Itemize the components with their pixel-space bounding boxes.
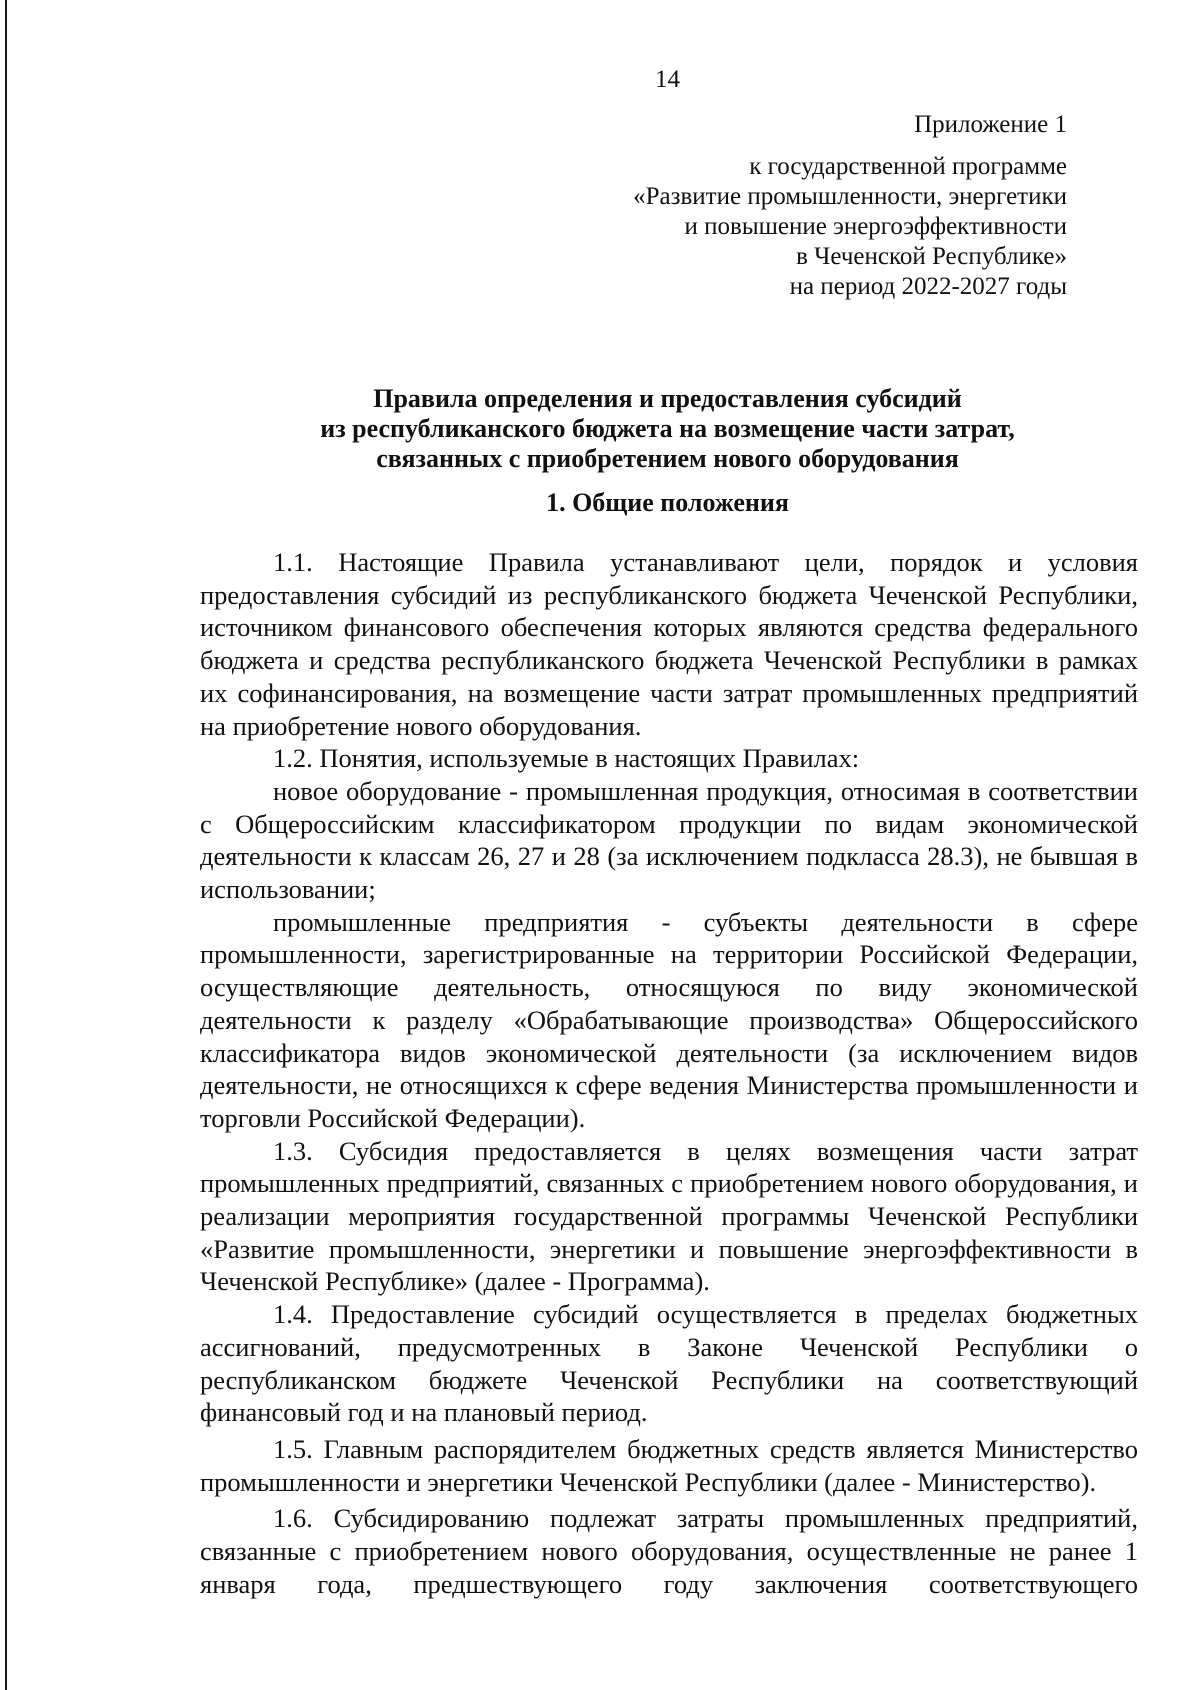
definition-new-equipment: новое оборудование - промышленная продукция, относимая в соответствии с Общероссийским классификатором продукции по видам экономической деятельности к классам 26, 27 и 28 (за исключением подкласса 28.3), не бывшая в использовании;: [200, 775, 1138, 905]
appendix-line: к государственной программе: [749, 153, 1067, 180]
paragraph-1-2: 1.2. Понятия, используемые в настоящих Правилах:: [273, 743, 860, 774]
paragraph-1-6: 1.6. Субсидированию подлежат затраты промышленных предприятий, связанные с приобретением нового оборудования, осуществленные не ранее 1 января года, предшествующего году заключения соответствующего: [200, 1503, 1138, 1599]
definition-industrial-enterprises: промышленные предприятия - субъекты деятельности в сфере промышленности, зарегистрированные на территории Российской Федерации, осуществляющие деятельность, относящуюся по виду экономической деятельности к разделу «Обрабатывающие производства» Общероссийского классификатора видов экономической деятельности (за исключением видов деятельности, не относящихся к сфере ведения Министерства промышленности и торговли Российской Федерации).: [200, 906, 1138, 1133]
page-number: 14: [655, 66, 680, 93]
appendix-title: Приложение 1: [914, 111, 1067, 138]
appendix-line: «Развитие промышленности, энергетики: [633, 183, 1067, 210]
document-title-line: из республиканского бюджета на возмещение части затрат,: [320, 414, 1015, 443]
document-title-line: связанных с приобретением нового оборудования: [376, 444, 959, 473]
document-title: [0, 384, 1200, 474]
paragraph-1-4: 1.4. Предоставление субсидий осуществляется в пределах бюджетных ассигнований, предусмотренных в Законе Чеченской Республики о республиканском бюджете Чеченской Республики на соответствующий финансовый год и на плановый период.: [200, 1299, 1138, 1428]
document-body: [200, 546, 1138, 1601]
appendix-line: в Чеченской Республике»: [796, 243, 1067, 270]
paragraph-1-3: 1.3. Субсидия предоставляется в целях возмещения части затрат промышленных предприятий, связанных с приобретением нового оборудования, и реализации мероприятия государственной программы Чеченской Республики «Развитие промышленности, энергетики и повышение энергоэффективности в Чеченской Республике» (далее - Программа).: [200, 1135, 1138, 1297]
section-heading: 1. Общие положения: [546, 488, 789, 517]
scan-edge: [5, 0, 7, 1690]
document-title-line: Правила определения и предоставления субсидий: [373, 384, 962, 413]
paragraph-1-5: 1.5. Главным распорядителем бюджетных средств является Министерство промышленности и энергетики Чеченской Республики (далее - Министерство).: [200, 1433, 1138, 1497]
paragraph-1-1: 1.1. Настоящие Правила устанавливают цели, порядок и условия предоставления субсидий из республиканского бюджета Чеченской Республики, источником финансового обеспечения которых являются средства федерального бюджета и средства республиканского бюджета Чеченской Республики в рамках их софинансирования, на возмещение части затрат промышленных предприятий на приобретение нового оборудования.: [200, 547, 1138, 741]
appendix-block: [633, 152, 1067, 302]
appendix-line: и повышение энергоэффективности: [684, 213, 1067, 240]
appendix-line: на период 2022-2027 годы: [789, 273, 1067, 300]
